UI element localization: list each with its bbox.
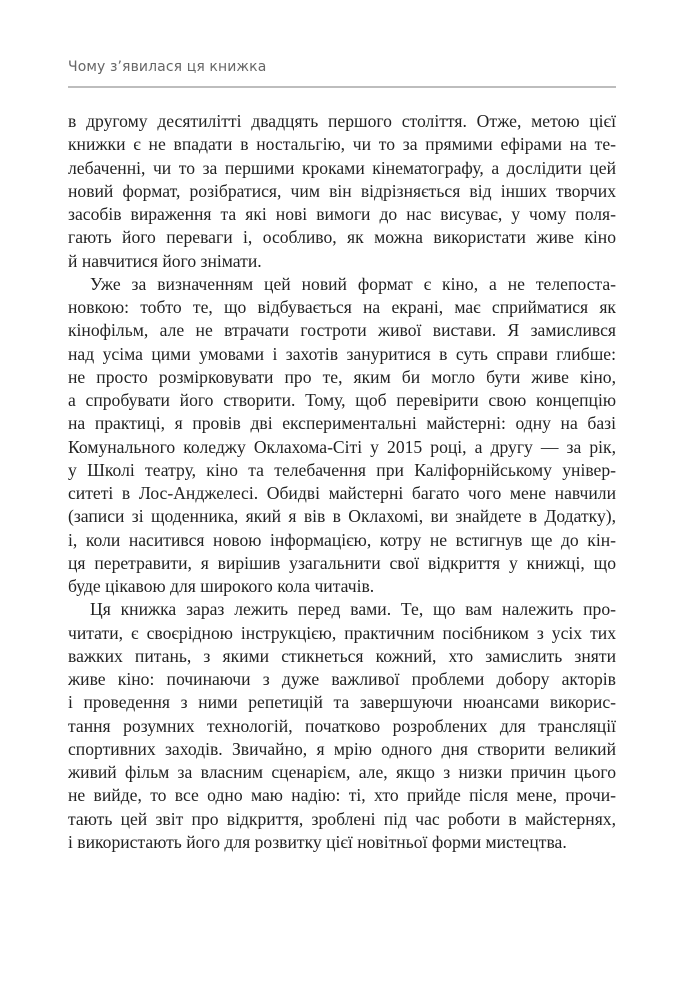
text-line: засобів вираження та які нові вимоги до нас висуває, у чому поля-: [68, 204, 616, 224]
text-line: тання розумних технологій, початково розроблених для трансляції: [68, 715, 616, 736]
text-line: а спробувати його створити. Тому, щоб перевірити свою концепцію: [68, 390, 616, 410]
text-line: і, коли наситився новою інформацією, котру не встигнув ще до кін-: [68, 529, 616, 550]
text-line: важких питань, з якими стикнеться кожний, хто замислить зняти: [68, 645, 616, 666]
text-line: у Школі театру, кіно та телебачення при Каліфорнійському універ-: [68, 459, 616, 480]
text-line: Ця книжка зараз лежить перед вами. Те, що вам належить про-: [90, 599, 616, 620]
text-line: книжки є не впадати в ностальгію, чи то за прямими ефірами на те-: [68, 134, 616, 155]
text-line: над усіма цими умовами і захотів зануритися в суть справи глибше:: [68, 343, 616, 364]
text-line: живий фільм за власним сценарієм, але, якщо з низки причин цього: [68, 762, 616, 782]
text-line: (записи зі щоденника, який я вів в Оклахомі, ви знайдете в Додатку),: [68, 506, 616, 527]
text-line: не просто розмірковувати про те, яким би могло бути живе кіно,: [68, 366, 616, 387]
text-line: буде цікавою для широкого кола читачів.: [68, 576, 375, 596]
text-line: гають його переваги і, особливо, як можна використати живе кіно: [68, 227, 616, 248]
text-line: новий формат, розібратися, чим він відрізняється від інших творчих: [68, 180, 616, 201]
text-line: живе кіно: починаючи з дуже важливої проблеми добору акторів: [68, 669, 616, 689]
text-line: новкою: тобто те, що відбувається на екрані, має сприйматися як: [68, 297, 616, 317]
text-line: на практиці, я провів дві експериментальні майстерні: одну на базі: [68, 413, 616, 434]
text-line: ця перетравити, я вирішив узагальнити свої відкриття у книжці, що: [68, 552, 616, 573]
text-line: й навчитися його знімати.: [68, 250, 262, 271]
text-line: і використають його для розвитку цієї новітньої форми мистецтва.: [68, 831, 567, 852]
page-body-text: [68, 110, 616, 854]
text-line: в другому десятилітті двадцять першого століття. Отже, метою цієї: [68, 111, 616, 131]
text-line: Уже за визначенням цей новий формат є кіно, а не телепоста-: [90, 273, 616, 294]
text-line: не вийде, то все одно маю надію: ті, хто прийде після мене, прочи-: [68, 785, 616, 806]
text-line: спортивних заходів. Звичайно, я мрію одного дня створити великий: [68, 738, 616, 759]
paragraph: [68, 110, 616, 273]
text-line: кінофільм, але не втрачати гостроти живої вистави. Я замислився: [68, 320, 616, 341]
paragraph: [68, 273, 616, 599]
header-divider: [68, 86, 616, 88]
text-line: читати, є своєрідною інструкцією, практичним посібником з усіх тих: [68, 622, 616, 643]
text-line: ситеті в Лос-Анджелесі. Обидві майстерні багато чого мене навчили: [68, 483, 616, 503]
running-header-title: Чому з’явилася ця книжка: [68, 59, 267, 75]
text-line: і проведення з ними репетицій та завершуючи нюансами викорис-: [68, 692, 616, 713]
paragraph: [68, 598, 616, 854]
text-line: лебаченні, чи то за першими кроками кінематографу, а дослідити цей: [68, 157, 616, 178]
text-line: тають цей звіт про відкриття, зроблені під час роботи в майстернях,: [68, 808, 616, 829]
text-line: Комунального коледжу Оклахома-Сіті у 2015 році, а другу — за рік,: [68, 436, 616, 457]
